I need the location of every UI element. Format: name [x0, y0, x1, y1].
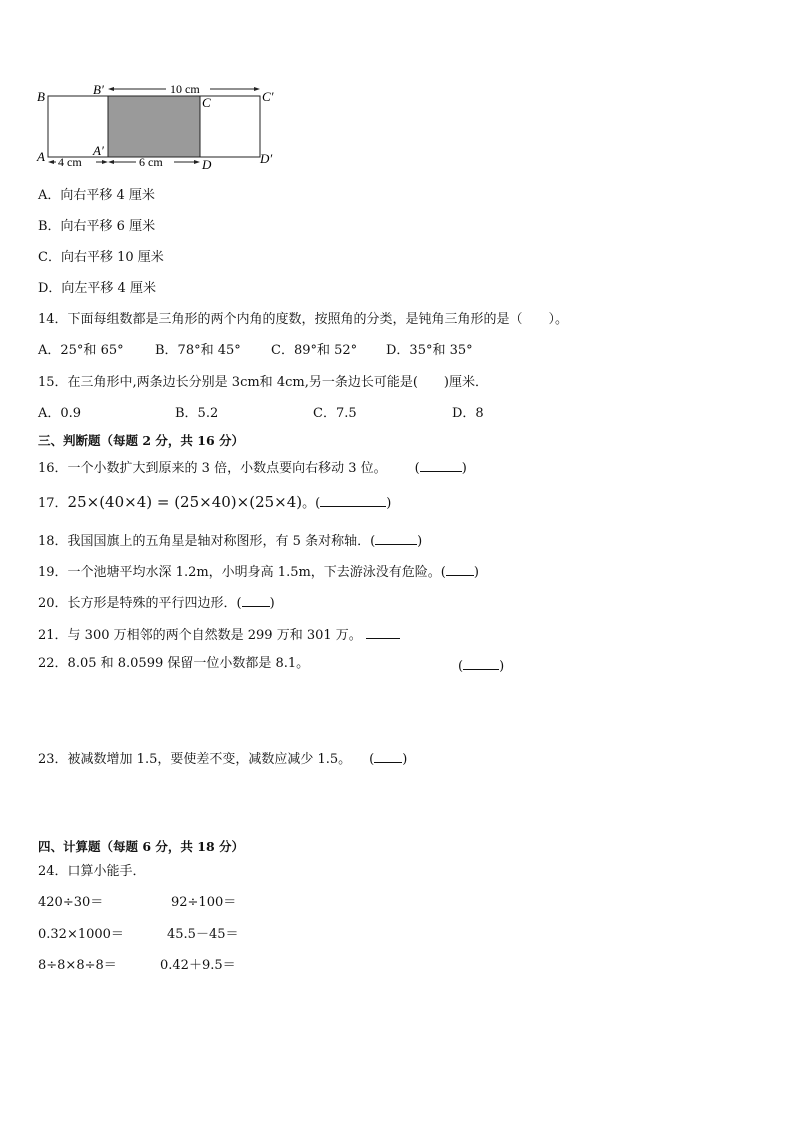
- q17-number: 17．: [38, 496, 68, 511]
- q19: 19．一个池塘平均水深 1.2m，小明身高 1.5m，下去游泳没有危险。( ): [38, 561, 479, 582]
- q18-text: 18．我国国旗上的五角星是轴对称图形，有 5 条对称轴．(: [38, 534, 376, 549]
- calc-1-1: 420÷30＝: [38, 895, 104, 910]
- q14-stem: 14．下面每组数都是三角形的两个内角的度数，按照角的分类，是钝角三角形的是（ ）。: [38, 312, 569, 327]
- q19-answer-blank[interactable]: [446, 561, 474, 576]
- q14-option-a: A．25°和 65°: [38, 343, 124, 358]
- calc-3-1: 8÷8×8÷8＝: [38, 958, 117, 973]
- q17: [38, 492, 391, 513]
- q17-close: ): [386, 496, 392, 511]
- overlap-shaded-rectangle: [108, 96, 200, 157]
- q14-option-d: D．35°和 35°: [386, 343, 473, 358]
- left-dimension-label: 4 cm: [58, 155, 82, 169]
- point-D-prime: D′: [260, 151, 273, 166]
- q24-stem: 24．口算小能手．: [38, 864, 146, 879]
- q15-stem: 15．在三角形中,两条边长分别是 3cm和 4cm,另一条边长可能是( )厘米．: [38, 375, 488, 390]
- q17-tail: 。(: [302, 496, 321, 511]
- q17-answer-blank[interactable]: [320, 492, 386, 507]
- q20-answer-blank[interactable]: [242, 592, 270, 607]
- q22: [38, 655, 309, 673]
- bottom-dimension-label: 6 cm: [139, 155, 163, 169]
- top-dimension-label: 10 cm: [170, 82, 200, 96]
- q13-option-d: D．向左平移 4 厘米: [38, 281, 156, 296]
- q20-text: 20．长方形是特殊的平行四边形．(: [38, 596, 242, 611]
- section-4-heading: 四、计算题（每题 6 分，共 18 分）: [38, 839, 245, 854]
- point-B: B: [37, 89, 45, 104]
- q15-option-d: D．8: [452, 406, 484, 421]
- q18: 18．我国国旗上的五角星是轴对称图形，有 5 条对称轴．( ): [38, 530, 422, 551]
- q23-text: 23．被减数增加 1.5，要使差不变，减数应减少 1.5。: [38, 752, 352, 767]
- q18-answer-blank[interactable]: [375, 530, 417, 545]
- section-3-heading: 三、判断题（每题 2 分，共 16 分）: [38, 433, 245, 448]
- q22-answer: ( ): [458, 655, 504, 676]
- q15-option-c: C．7.5: [313, 406, 357, 421]
- q21: [38, 624, 400, 645]
- q15-option-b: B．5.2: [175, 406, 219, 421]
- q16-answer-blank[interactable]: [420, 457, 462, 472]
- q20: 20．长方形是特殊的平行四边形．( ): [38, 592, 275, 613]
- translation-figure: [30, 82, 290, 174]
- point-C: C: [202, 95, 211, 110]
- q21-text: 21．与 300 万相邻的两个自然数是 299 万和 301 万。: [38, 628, 362, 643]
- q14-option-b: B．78°和 45°: [155, 343, 241, 358]
- point-A-prime: A′: [93, 143, 104, 158]
- calc-2-2: 45.5－45＝: [167, 927, 239, 942]
- point-A: A: [37, 149, 45, 164]
- q23-answer-blank[interactable]: [374, 748, 402, 763]
- q16-text: 16．一个小数扩大到原来的 3 倍，小数点要向右移动 3 位。: [38, 461, 387, 476]
- q13-option-a: A．向右平移 4 厘米: [38, 188, 155, 203]
- calc-3-2: 0.42＋9.5＝: [160, 958, 236, 973]
- q22-text: 22．8.05 和 8.0599 保留一位小数都是 8.1。: [38, 656, 310, 671]
- point-D: D: [202, 157, 212, 172]
- q21-answer-blank[interactable]: [366, 624, 400, 639]
- q23: 23．被减数增加 1.5，要使差不变，减数应减少 1.5。 ( ): [38, 748, 407, 769]
- q13-option-b: B．向右平移 6 厘米: [38, 219, 156, 234]
- q19-text: 19．一个池塘平均水深 1.2m，小明身高 1.5m，下去游泳没有危险。(: [38, 565, 446, 580]
- q14-option-c: C．89°和 52°: [271, 343, 358, 358]
- q15-option-a: A．0.9: [38, 406, 82, 421]
- q17-expression: 25×(40×4) = (25×40)×(25×4): [67, 493, 303, 511]
- calc-1-2: 92÷100＝: [171, 895, 237, 910]
- point-B-prime: B′: [93, 82, 104, 97]
- calc-2-1: 0.32×1000＝: [38, 927, 124, 942]
- q13-option-c: C．向右平移 10 厘米: [38, 250, 164, 265]
- q16: 16．一个小数扩大到原来的 3 倍，小数点要向右移动 3 位。 ( ): [38, 457, 467, 478]
- point-C-prime: C′: [262, 89, 274, 104]
- q22-answer-blank[interactable]: [463, 655, 499, 670]
